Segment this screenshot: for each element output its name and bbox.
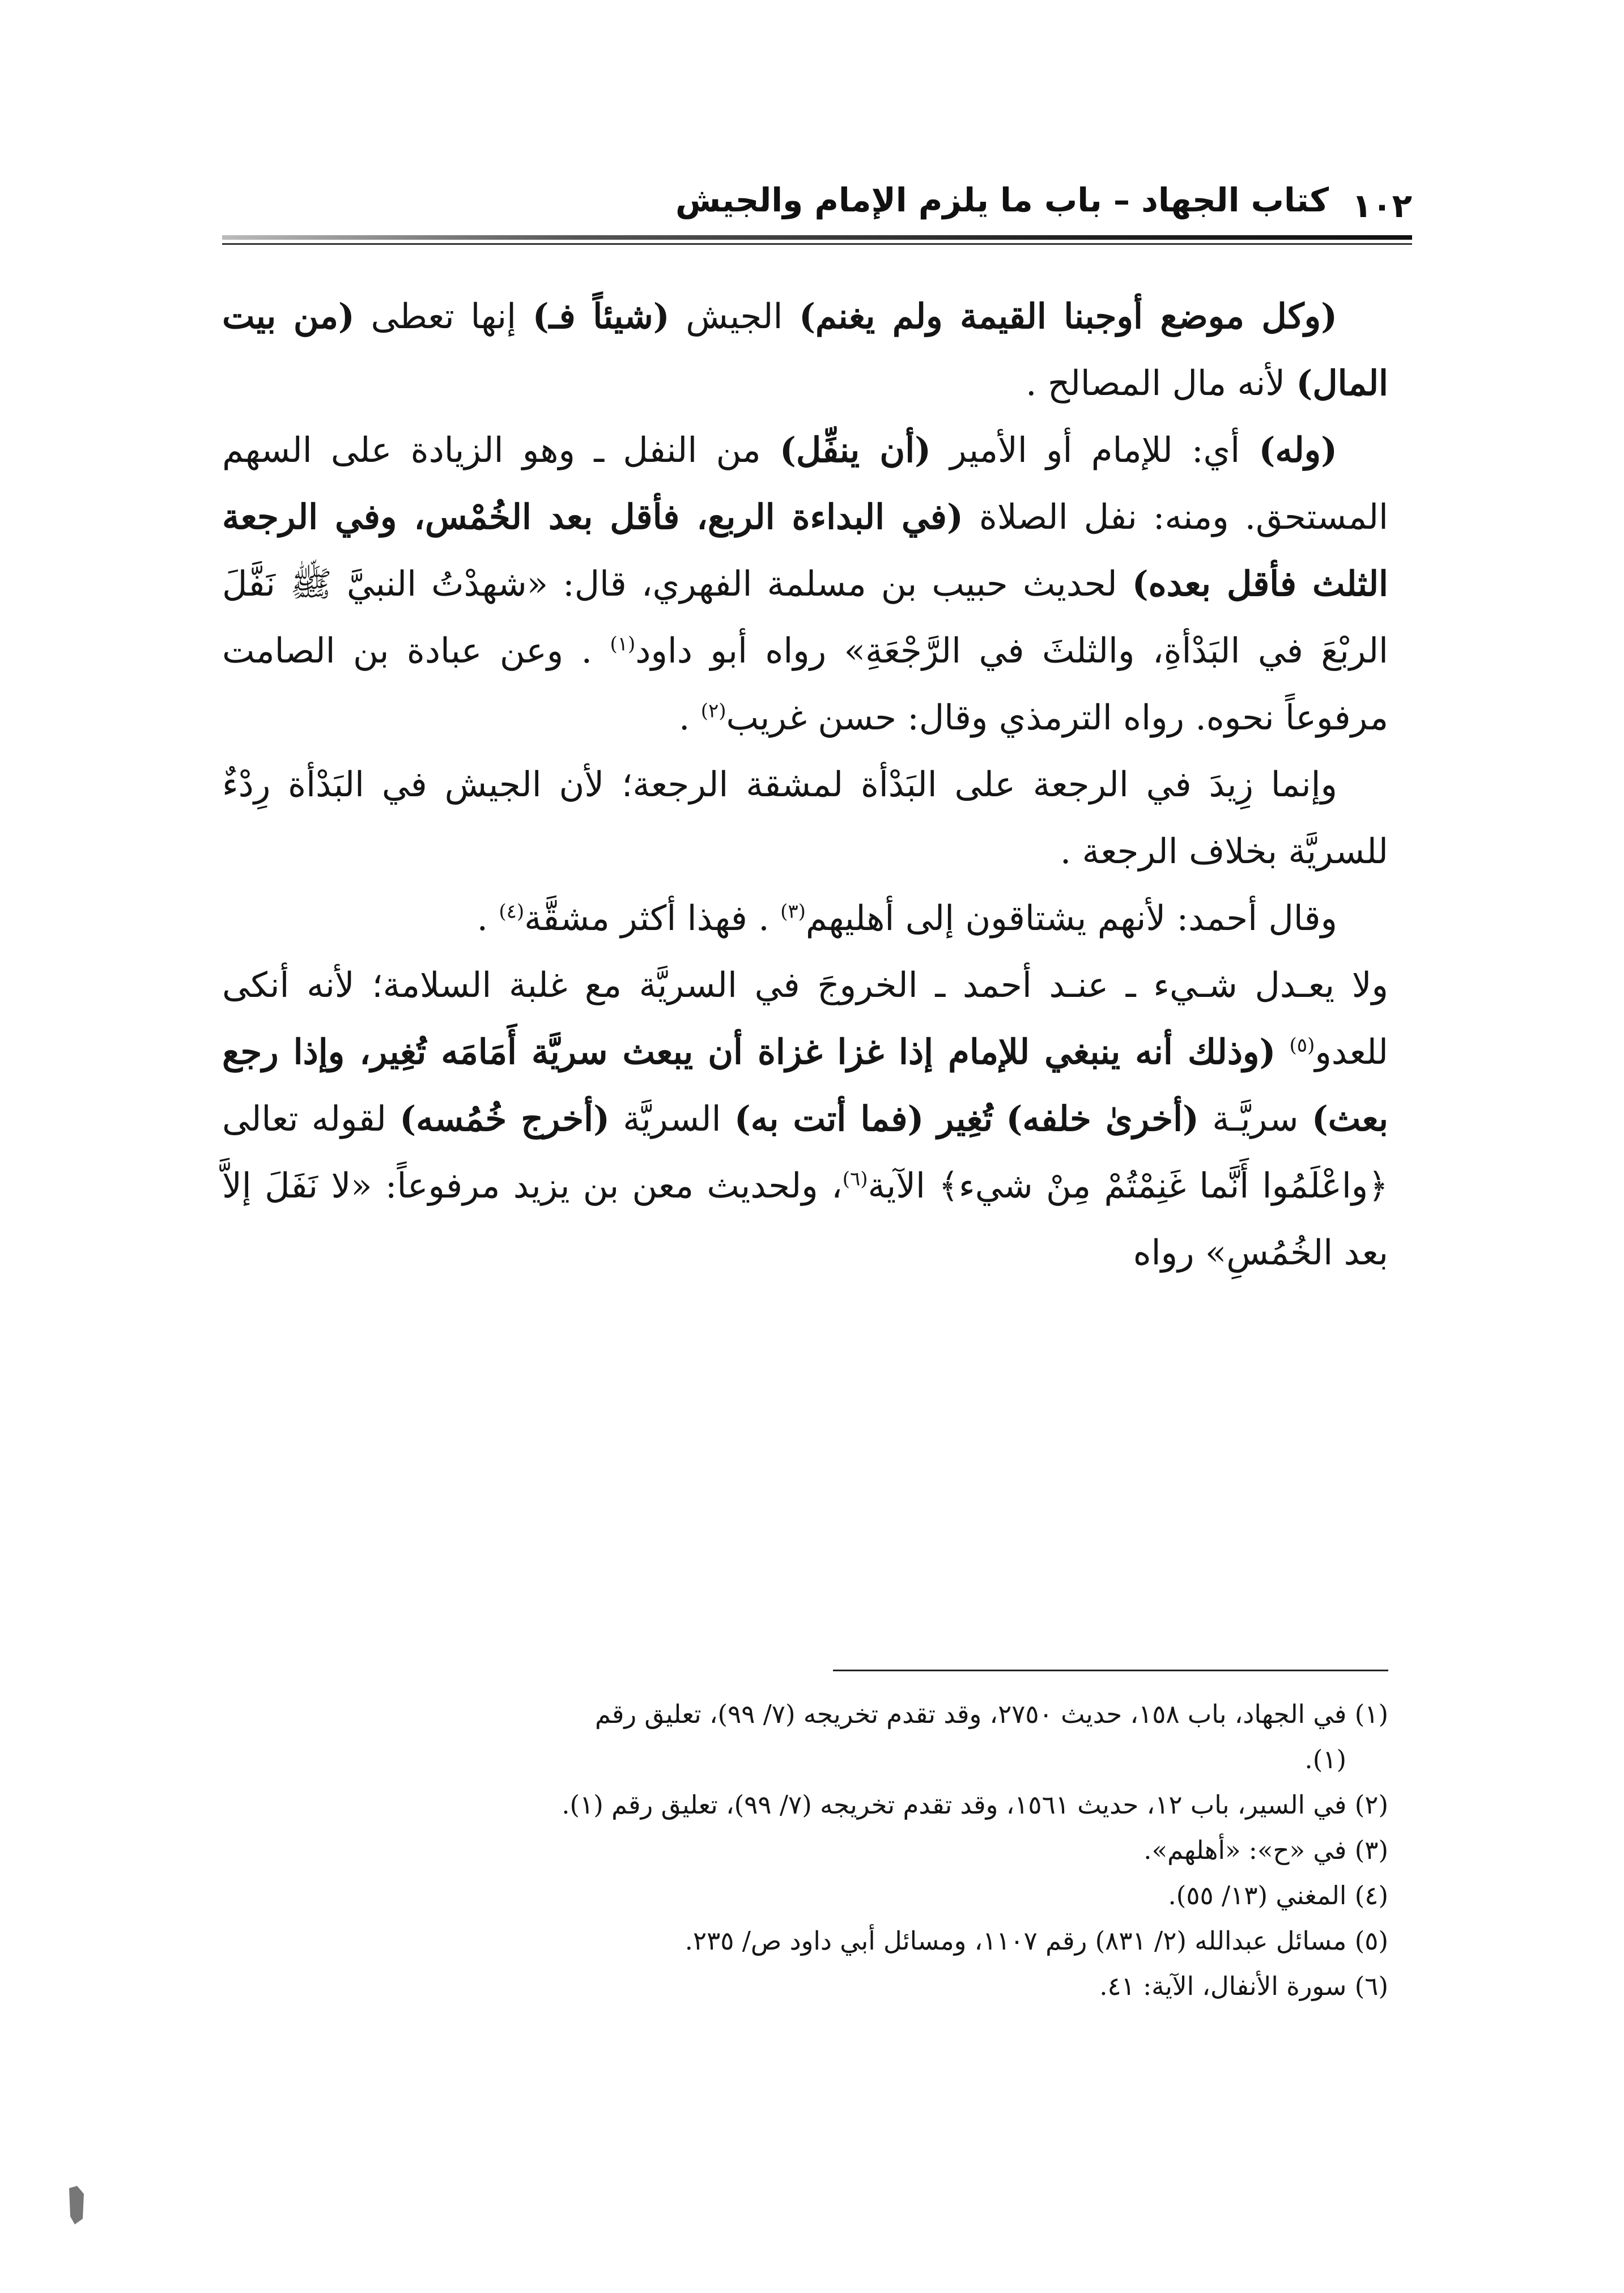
sharh-text: لأنه مال المصالح . xyxy=(1026,363,1296,404)
footnote-separator xyxy=(833,1670,1388,1671)
running-title: كتاب الجهاد – باب ما يلزم الإمام والجيش xyxy=(675,181,1329,219)
footnote-3 xyxy=(222,1828,1388,1873)
sharh-text: . xyxy=(678,698,701,738)
footnote-text: في الجهاد، باب ١٥٨، حديث ٢٧٥٠، وقد تقدم تخريجه (٧/ ٩٩)، تعليق رقم xyxy=(594,1699,1347,1729)
footnote-ref: (٣) xyxy=(780,900,806,923)
sharh-text: . وعن عبادة بن الصامت مرفوعاً نحوه. رواه الترمذي وقال: حسن غريب xyxy=(222,631,1388,738)
footnote-number: (٦) xyxy=(1354,1971,1388,2001)
footnote-ref: (٥) xyxy=(1289,1034,1315,1057)
page-header xyxy=(222,170,1412,238)
matn-text: (وكل موضع أوجبنا القيمة ولم يغنم) xyxy=(799,296,1337,337)
sharh-text: لقوله تعالى ﴿واعْلَمُوا أَنَّما غَنِمْتُمْ مِنْ شيء﴾ الآية xyxy=(222,1099,1388,1206)
header-rule xyxy=(222,235,1412,240)
sharh-text: إنها تعطى xyxy=(354,296,533,337)
matn-text: (أخرىٰ خلفه) xyxy=(1006,1099,1199,1139)
footnote-6 xyxy=(222,1964,1388,2009)
footnote-text: المغني (١٣/ ٥٥). xyxy=(1168,1880,1347,1910)
footnote-number: (٢) xyxy=(1354,1790,1388,1820)
matn-text: (وله) xyxy=(1259,430,1337,470)
sharh-text xyxy=(1276,1032,1289,1072)
sharh-text: ولا يعـدل شـيء ـ عنـد أحمد ـ الخروجَ في السريَّة مع غلبة السلامة؛ لأنه أنكى للعدو xyxy=(222,965,1389,1072)
header-rule-thin xyxy=(222,243,1412,245)
matn-text: تُغِير xyxy=(937,1099,993,1139)
paragraph-4 xyxy=(222,885,1388,952)
sharh-text: . فهذا أكثر مشقَّة xyxy=(524,898,781,939)
footnote-number: (٥) xyxy=(1354,1926,1388,1956)
footnote-1-continuation xyxy=(222,1737,1388,1782)
matn-text: (أخرج خُمُسه) xyxy=(399,1099,610,1139)
matn-text: (وذلك أنه ينبغي للإمام إذا غزا غزاة أن يبعث سريَّة أَمَامَه تُغِير، وإذا رجع بعث) xyxy=(222,1032,1389,1139)
footnote-number: (٤) xyxy=(1354,1880,1388,1910)
sharh-text: . xyxy=(477,898,499,939)
page-number: ١٠٢ xyxy=(1351,186,1412,225)
footnote-text: (١). xyxy=(1304,1744,1346,1774)
sharh-text: من النفل ـ وهو الزيادة على السهم المستحق. ومنه: نفل الصلاة xyxy=(222,430,1388,537)
footnote-ref: (٢) xyxy=(700,699,726,723)
sharh-text: ، ولحديث معن بن يزيد مرفوعاً: «لا نَفَلَ إلاَّ بعد الخُمُسِ» رواه xyxy=(222,1166,1388,1273)
footnote-ref: (٦) xyxy=(842,1167,868,1191)
matn-text: (أن ينفِّل) xyxy=(779,430,932,470)
sharh-text xyxy=(993,1099,1006,1139)
footnote-text: في «ح»: «أهلهم». xyxy=(1143,1835,1347,1865)
footnote-5 xyxy=(222,1918,1388,1964)
sharh-text xyxy=(924,1099,937,1139)
paragraph-3 xyxy=(222,751,1388,885)
sharh-text: أي: للإمام أو الأمير xyxy=(931,430,1259,470)
main-text xyxy=(222,283,1388,1286)
footnote-number: (١) xyxy=(1354,1699,1388,1729)
sharh-text: السريَّة xyxy=(609,1099,734,1139)
sharh-text: لحديث حبيب بن مسلمة الفهري، قال: «شهدْتُ النبيَّ ﷺ نَفَّلَ الربْعَ في البَدْأةِ، والثلثَ في الرَّجْعَةِ» رواه أبو داود xyxy=(222,564,1388,671)
matn-text: (في البداءة الربع، فأقل بعد الخُمْس، وفي الرجعة الثلث فأقل بعده) xyxy=(222,497,1388,604)
footnote-1 xyxy=(222,1692,1388,1737)
matn-text: (شيئاً فـ) xyxy=(532,296,670,337)
footnote-ref: (١) xyxy=(610,632,636,656)
footnote-number: (٣) xyxy=(1354,1835,1388,1865)
page-corner-mark xyxy=(67,2185,86,2226)
matn-text: (من بيت المال) xyxy=(222,296,1388,404)
sharh-text: سريَّـة xyxy=(1198,1099,1312,1139)
sharh-text: وإنما زِيدَ في الرجعة على البَدْأة لمشقة الرجعة؛ لأن الجيش في البَدْأة رِدْءٌ للسريَّة بخلاف الرجعة . xyxy=(222,765,1388,872)
footnote-ref: (٤) xyxy=(499,900,525,923)
matn-text: (فما أتت به) xyxy=(734,1099,924,1139)
paragraph-5 xyxy=(222,952,1388,1286)
paragraph-2 xyxy=(222,417,1388,751)
footnote-text: في السير، باب ١٢، حديث ١٥٦١، وقد تقدم تخريجه (٧/ ٩٩)، تعليق رقم (١). xyxy=(562,1790,1347,1820)
footnote-4 xyxy=(222,1873,1388,1918)
footnote-text: مسائل عبدالله (٢/ ٨٣١) رقم ١١٠٧، ومسائل أبي داود ص/ ٢٣٥. xyxy=(685,1926,1347,1956)
footnotes xyxy=(222,1692,1388,2009)
footnote-2 xyxy=(222,1782,1388,1828)
sharh-text: الجيش xyxy=(669,296,800,337)
sharh-text: وقال أحمد: لأنهم يشتاقون إلى أهليهم xyxy=(805,898,1337,939)
footnote-text: سورة الأنفال، الآية: ٤١. xyxy=(1099,1971,1347,2001)
paragraph-1 xyxy=(222,283,1388,417)
